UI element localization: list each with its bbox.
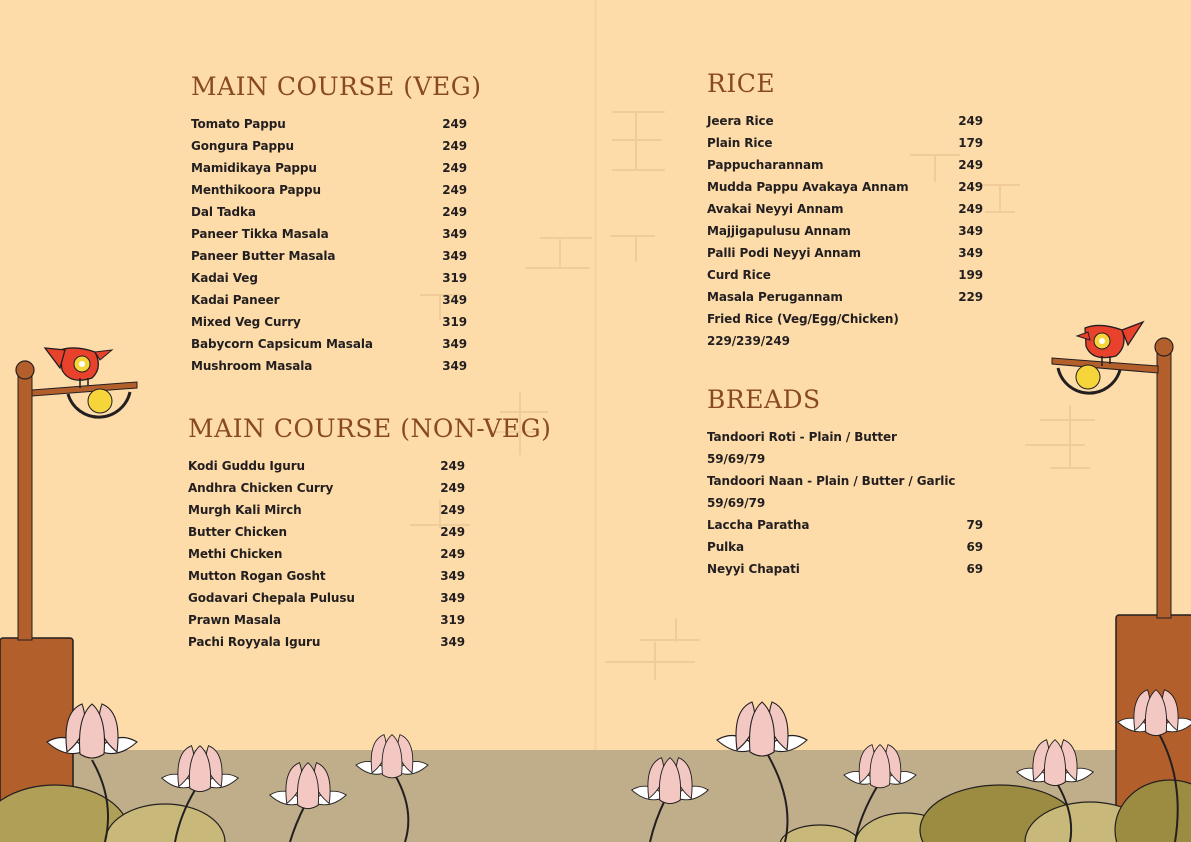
item-name: Mixed Veg Curry (191, 315, 301, 329)
menu-item (707, 264, 983, 286)
item-name: Kodi Guddu Iguru (188, 459, 305, 473)
item-price: 249 (442, 117, 467, 131)
item-price: 249 (440, 459, 465, 473)
rice-section (707, 69, 983, 352)
menu-item (707, 470, 983, 492)
item-price: 249 (442, 205, 467, 219)
menu-item (707, 492, 983, 514)
item-name: Mushroom Masala (191, 359, 313, 373)
item-name: Palli Podi Neyyi Annam (707, 246, 861, 260)
item-price: 249 (442, 139, 467, 153)
item-name: Babycorn Capsicum Masala (191, 337, 373, 351)
item-name: Tandoori Naan - Plain / Butter / Garlic (707, 474, 956, 488)
item-price: 349 (442, 359, 467, 373)
menu-item (707, 220, 983, 242)
menu-item (188, 477, 465, 499)
item-name: 59/69/79 (707, 496, 766, 510)
left-lamp-post (16, 361, 137, 640)
menu-item (191, 245, 467, 267)
item-price: 249 (958, 158, 983, 172)
item-price: 199 (958, 268, 983, 282)
item-price: 349 (440, 635, 465, 649)
item-name: Methi Chicken (188, 547, 283, 561)
item-price: 349 (958, 246, 983, 260)
veg-item-list (191, 113, 467, 377)
item-name: 59/69/79 (707, 452, 766, 466)
breads-item-list (707, 426, 983, 580)
menu-item (191, 113, 467, 135)
item-price: 319 (442, 271, 467, 285)
item-name: Kadai Veg (191, 271, 258, 285)
menu-item (707, 154, 983, 176)
menu-item (191, 333, 467, 355)
menu-item (191, 355, 467, 377)
item-price: 69 (966, 540, 983, 554)
item-name: Plain Rice (707, 136, 773, 150)
rice-item-list (707, 110, 983, 352)
item-name: Mutton Rogan Gosht (188, 569, 326, 583)
menu-item (707, 308, 983, 330)
menu-item (188, 565, 465, 587)
item-name: Paneer Butter Masala (191, 249, 336, 263)
item-price: 349 (442, 249, 467, 263)
veg-section (191, 72, 482, 377)
menu-item (191, 289, 467, 311)
nonveg-section (188, 414, 552, 653)
item-name: Andhra Chicken Curry (188, 481, 334, 495)
item-name: Murgh Kali Mirch (188, 503, 302, 517)
item-price: 249 (442, 161, 467, 175)
item-price: 349 (958, 224, 983, 238)
menu-item (191, 157, 467, 179)
item-name: Tomato Pappu (191, 117, 286, 131)
right-lamp-post (1052, 338, 1173, 618)
item-name: Curd Rice (707, 268, 771, 282)
menu-item (188, 543, 465, 565)
item-name: Pulka (707, 540, 745, 554)
menu-item (707, 448, 983, 470)
item-name: Mamidikaya Pappu (191, 161, 317, 175)
bird-right (1077, 322, 1143, 366)
menu-item (191, 267, 467, 289)
menu-item (188, 499, 465, 521)
nonveg-section-title: MAIN COURSE (NON-VEG) (188, 414, 552, 443)
item-price: 249 (440, 481, 465, 495)
item-name: Fried Rice (Veg/Egg/Chicken) (707, 312, 899, 326)
menu-item (707, 110, 983, 132)
menu-item (707, 558, 983, 580)
item-name: 229/239/249 (707, 334, 790, 348)
menu-item (707, 330, 983, 352)
item-price: 319 (442, 315, 467, 329)
item-name: Godavari Chepala Pulusu (188, 591, 355, 605)
item-price: 249 (440, 547, 465, 561)
item-name: Kadai Paneer (191, 293, 280, 307)
item-name: Pappucharannam (707, 158, 824, 172)
menu-item (191, 135, 467, 157)
item-price: 319 (440, 613, 465, 627)
breads-section (707, 385, 983, 580)
item-price: 349 (440, 591, 465, 605)
item-price: 249 (958, 202, 983, 216)
item-name: Butter Chicken (188, 525, 287, 539)
item-price: 349 (442, 337, 467, 351)
item-price: 79 (966, 518, 983, 532)
item-name: Pachi Royyala Iguru (188, 635, 321, 649)
item-name: Laccha Paratha (707, 518, 810, 532)
item-name: Tandoori Roti - Plain / Butter (707, 430, 897, 444)
menu-item (191, 201, 467, 223)
menu-item (707, 132, 983, 154)
menu-item (707, 536, 983, 558)
menu-item (191, 311, 467, 333)
item-name: Gongura Pappu (191, 139, 294, 153)
menu-item (707, 242, 983, 264)
nonveg-item-list (188, 455, 465, 653)
item-price: 249 (958, 114, 983, 128)
item-name: Majjigapulusu Annam (707, 224, 851, 238)
breads-section-title: BREADS (707, 385, 821, 414)
menu-item (707, 286, 983, 308)
menu-item (707, 426, 983, 448)
bird-left (45, 348, 112, 388)
item-price: 249 (440, 525, 465, 539)
menu-item (188, 609, 465, 631)
item-name: Dal Tadka (191, 205, 256, 219)
menu-item (191, 179, 467, 201)
menu-item (707, 514, 983, 536)
item-price: 69 (966, 562, 983, 576)
item-name: Neyyi Chapati (707, 562, 800, 576)
item-price: 179 (958, 136, 983, 150)
item-name: Prawn Masala (188, 613, 281, 627)
item-price: 349 (442, 293, 467, 307)
veg-section-title: MAIN COURSE (VEG) (191, 72, 482, 101)
item-name: Menthikoora Pappu (191, 183, 321, 197)
item-name: Mudda Pappu Avakaya Annam (707, 180, 909, 194)
rice-section-title: RICE (707, 69, 776, 98)
menu-item (188, 521, 465, 543)
item-price: 249 (440, 503, 465, 517)
menu-item (707, 198, 983, 220)
item-price: 229 (958, 290, 983, 304)
item-price: 349 (440, 569, 465, 583)
item-price: 249 (442, 183, 467, 197)
menu-item (188, 587, 465, 609)
item-name: Avakai Neyyi Annam (707, 202, 844, 216)
menu-item (188, 631, 465, 653)
item-price: 249 (958, 180, 983, 194)
item-name: Masala Perugannam (707, 290, 843, 304)
item-name: Jeera Rice (707, 114, 774, 128)
menu-item (707, 176, 983, 198)
item-name: Paneer Tikka Masala (191, 227, 329, 241)
menu-item (188, 455, 465, 477)
item-price: 349 (442, 227, 467, 241)
menu-item (191, 223, 467, 245)
